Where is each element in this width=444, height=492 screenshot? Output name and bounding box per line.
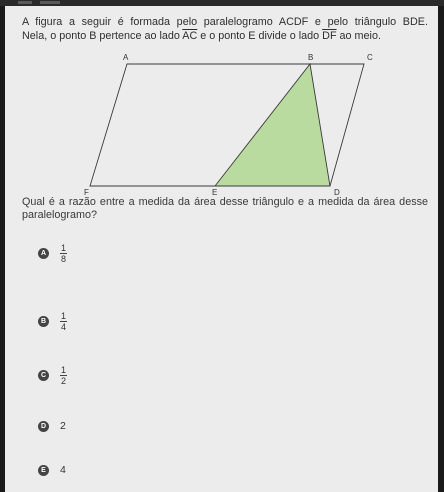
label-c: C	[367, 53, 373, 62]
option-letter-badge: A	[38, 248, 49, 259]
label-a: A	[123, 53, 129, 62]
option-fraction	[60, 243, 67, 264]
top-bar-mark	[40, 1, 60, 4]
statement-text: ao meio.	[336, 30, 381, 42]
problem-statement	[22, 15, 428, 43]
option-letter-badge: C	[38, 370, 49, 381]
statement-line-2	[22, 29, 428, 43]
segment-df: $\overline{DF}$	[322, 30, 337, 42]
statement-text: Nela, o ponto B pertence ao lado	[22, 30, 183, 42]
question-text: Qual é a razão entre a medida da área desse triângulo e a medida da área desse paralelogramo?	[22, 196, 428, 221]
question-card	[5, 6, 438, 492]
option-a[interactable]	[38, 243, 67, 264]
option-letter-badge: B	[38, 316, 49, 327]
option-value: 4	[60, 464, 66, 476]
option-letter-badge: E	[38, 465, 49, 476]
option-b[interactable]	[38, 311, 67, 332]
label-d: D	[334, 188, 340, 197]
triangle-bde	[215, 64, 330, 186]
option-e[interactable]	[38, 464, 66, 476]
statement-line-1: A figura a seguir é formada pelo paralelogramo ACDF e pelo triângulo BDE.	[22, 16, 428, 28]
geometry-figure	[77, 50, 377, 200]
statement-text: e o ponto E divide o lado	[197, 30, 323, 42]
fraction-numerator: 1	[61, 365, 67, 375]
label-b: B	[308, 53, 314, 62]
option-fraction	[60, 311, 67, 332]
option-d[interactable]	[38, 420, 66, 432]
fraction-denominator: 4	[61, 322, 67, 332]
label-e: E	[212, 188, 218, 197]
option-fraction	[60, 365, 67, 386]
fraction-denominator: 8	[61, 254, 67, 264]
fraction-numerator: 1	[61, 243, 67, 253]
option-letter-badge: D	[38, 421, 49, 432]
label-f: F	[84, 188, 89, 197]
top-bar-mark	[18, 1, 32, 4]
fraction-numerator: 1	[61, 311, 67, 321]
segment-ac: $\overline{AC}$	[182, 30, 198, 42]
option-value: 2	[60, 420, 66, 432]
option-c[interactable]	[38, 365, 67, 386]
fraction-denominator: 2	[61, 376, 67, 386]
